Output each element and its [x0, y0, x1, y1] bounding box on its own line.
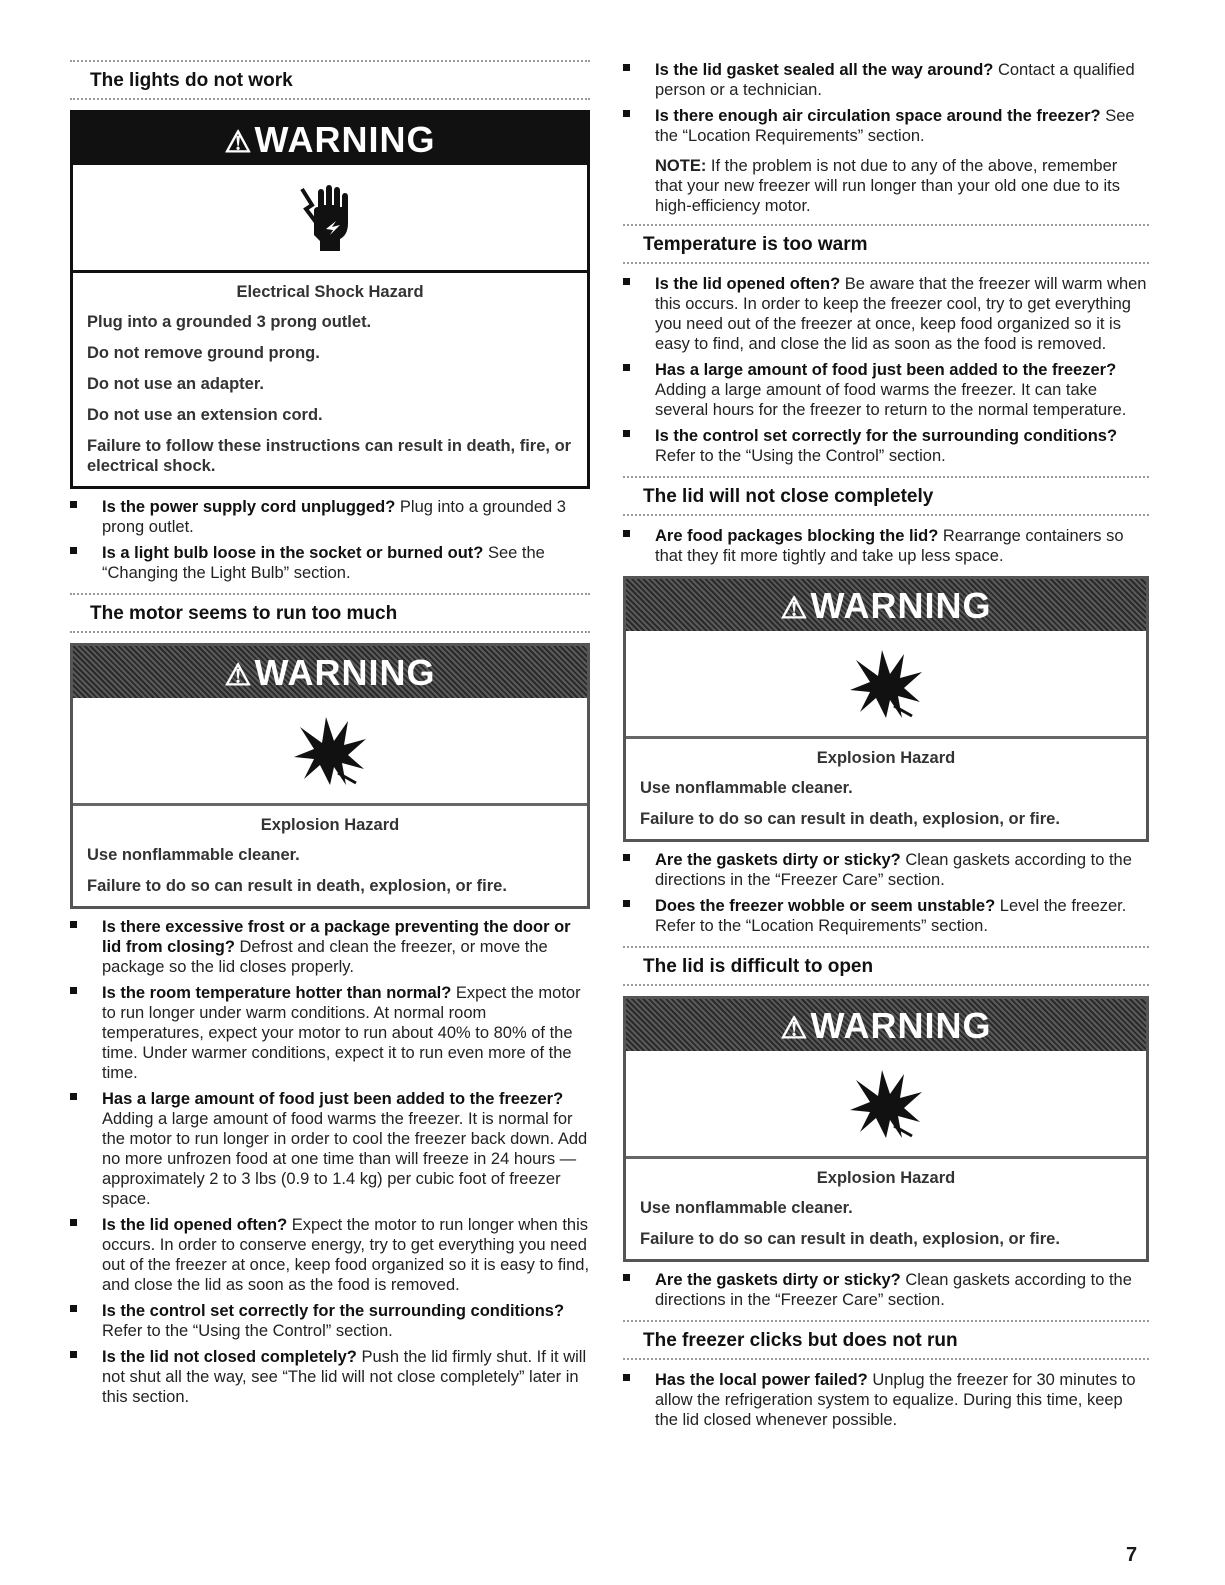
warning-line: Do not use an extension cord. — [87, 406, 323, 424]
bullet-icon — [70, 921, 77, 928]
list-item: Has a large amount of food just been added to the freezer? Adding a large amount of food warms the freezer. It can take several hours for the freezer to return to the normal temperature. — [623, 360, 1149, 420]
troubleshooting-list — [623, 1270, 1149, 1310]
list-item: Has the local power failed? Unplug the freezer for 30 minutes to allow the refrigeration system to equalize. During this time, keep the lid closed whenever possible. — [623, 1370, 1149, 1430]
warning-triangle-icon: ⚠ — [224, 659, 253, 692]
list-item: Does the freezer wobble or seem unstable? Level the freezer. Refer to the “Location Requirements” section. — [623, 896, 1149, 936]
section-heading: The freezer clicks but does not run — [623, 1320, 1149, 1360]
bullet-icon — [623, 64, 630, 71]
warning-label: WARNING — [254, 652, 436, 693]
warning-triangle-icon: ⚠ — [780, 592, 809, 625]
warning-banner — [626, 579, 1146, 631]
list-item: Is there enough air circulation space around the freezer? See the “Location Requirements” section. — [623, 106, 1149, 146]
warning-line: Plug into a grounded 3 prong outlet. — [87, 313, 372, 331]
bullet-icon — [70, 501, 77, 508]
warning-triangle-icon: ⚠ — [780, 1012, 809, 1045]
section-heading: The motor seems to run too much — [70, 593, 590, 633]
hazard-title: Explosion Hazard — [816, 1169, 956, 1187]
warning-line: Failure to do so can result in death, explosion, or fire. — [640, 810, 1060, 828]
bullet-icon — [70, 1093, 77, 1100]
troubleshooting-list — [623, 274, 1149, 466]
list-item: Is the lid gasket sealed all the way around? Contact a qualified person or a technician. — [623, 60, 1149, 100]
list-item: Are the gaskets dirty or sticky? Clean gaskets according to the directions in the “Freezer Care” section. — [623, 1270, 1149, 1310]
right-column — [623, 60, 1149, 1440]
bullet-icon — [623, 1274, 630, 1281]
warning-label: WARNING — [810, 585, 992, 626]
bullet-icon — [623, 110, 630, 117]
troubleshooting-list — [623, 1370, 1149, 1430]
bullet-icon — [70, 1351, 77, 1358]
bullet-icon — [623, 900, 630, 907]
warning-line: Failure to do so can result in death, explosion, or fire. — [640, 1230, 1060, 1248]
note-text: NOTE: If the problem is not due to any of the above, remember that your new freezer will run longer than your old one due to its high-efficiency motor. — [655, 157, 1121, 215]
hazard-title: Explosion Hazard — [816, 749, 956, 767]
bullet-icon — [623, 854, 630, 861]
warning-line: Use nonflammable cleaner. — [640, 779, 853, 797]
hazard-title: Explosion Hazard — [260, 816, 400, 834]
list-item: Is the control set correctly for the surrounding conditions? Refer to the “Using the Control” section. — [623, 426, 1149, 466]
list-item: Are food packages blocking the lid? Rearrange containers so that they fit more tightly and take up less space. — [623, 526, 1149, 566]
troubleshooting-list — [623, 60, 1149, 146]
page-number: 7 — [1126, 1544, 1138, 1566]
explosion-icon — [626, 631, 1146, 739]
warning-label: WARNING — [810, 1005, 992, 1046]
section-heading: The lights do not work — [70, 60, 590, 100]
warning-line: Use nonflammable cleaner. — [87, 846, 300, 864]
electric-shock-icon — [73, 165, 587, 273]
warning-label: WARNING — [254, 119, 436, 160]
bullet-icon — [70, 547, 77, 554]
list-item: Is the lid opened often? Be aware that the freezer will warm when this occurs. In order to keep the freezer cool, try to get everything you need out of the freezer at once, keep food organized so it is easy to find, and close the lid as soon as the food is removed. — [623, 274, 1149, 354]
troubleshooting-list — [70, 917, 590, 1407]
troubleshooting-list — [623, 850, 1149, 936]
warning-box-explosion — [623, 996, 1149, 1262]
section-heading: Temperature is too warm — [623, 224, 1149, 264]
list-item: Is a light bulb loose in the socket or burned out? See the “Changing the Light Bulb” section. — [70, 543, 590, 583]
warning-banner — [626, 999, 1146, 1051]
left-column — [70, 60, 590, 1417]
list-item: Is the lid opened often? Expect the motor to run longer when this occurs. In order to conserve energy, try to get everything you need out of the freezer at once, keep food organized so it is easy to find, and close the lid as soon as the food is removed. — [70, 1215, 590, 1295]
list-item: Is the room temperature hotter than normal? Expect the motor to run longer under warm conditions. At normal room temperatures, expect your motor to run about 40% to 80% of the time. Under warmer conditions, expect it to run even more of the time. — [70, 983, 590, 1083]
explosion-icon — [73, 698, 587, 806]
section-heading: The lid will not close completely — [623, 476, 1149, 516]
warning-triangle-icon: ⚠ — [224, 126, 253, 159]
warning-banner — [73, 646, 587, 698]
warning-line: Failure to follow these instructions can result in death, fire, or electrical shock. — [87, 437, 572, 475]
list-item: Is the power supply cord unplugged? Plug into a grounded 3 prong outlet. — [70, 497, 590, 537]
list-item: Is the lid not closed completely? Push the lid firmly shut. If it will not shut all the way, see “The lid will not close completely” later in this section. — [70, 1347, 590, 1407]
bullet-icon — [623, 278, 630, 285]
warning-banner — [73, 113, 587, 165]
warning-line: Failure to do so can result in death, explosion, or fire. — [87, 877, 507, 895]
warning-line: Do not remove ground prong. — [87, 344, 320, 362]
bullet-icon — [70, 1305, 77, 1312]
warning-box-explosion — [623, 576, 1149, 842]
warning-line: Use nonflammable cleaner. — [640, 1199, 853, 1217]
troubleshooting-list — [623, 526, 1149, 566]
bullet-icon — [70, 987, 77, 994]
bullet-icon — [623, 530, 630, 537]
list-item: Are the gaskets dirty or sticky? Clean gaskets according to the directions in the “Freezer Care” section. — [623, 850, 1149, 890]
section-heading: The lid is difficult to open — [623, 946, 1149, 986]
bullet-icon — [70, 1219, 77, 1226]
explosion-icon — [626, 1051, 1146, 1159]
hazard-title: Electrical Shock Hazard — [236, 283, 424, 301]
warning-line: Do not use an adapter. — [87, 375, 264, 393]
bullet-icon — [623, 1374, 630, 1381]
warning-box-electrical — [70, 110, 590, 489]
bullet-icon — [623, 364, 630, 371]
troubleshooting-list — [70, 497, 590, 583]
list-item: Has a large amount of food just been added to the freezer? Adding a large amount of food warms the freezer. It is normal for the motor to run longer in order to cool the freezer back down. Add no more unfrozen food at one time than will freeze in 24 hours — approximately 2 to 3 lbs (0.9 to 1.4 kg) per cubic foot of freezer space. — [70, 1089, 590, 1209]
bullet-icon — [623, 430, 630, 437]
warning-box-explosion — [70, 643, 590, 909]
list-item: Is there excessive frost or a package preventing the door or lid from closing? Defrost and clean the freezer, or move the package so the lid closes properly. — [70, 917, 590, 977]
list-item: Is the control set correctly for the surrounding conditions? Refer to the “Using the Control” section. — [70, 1301, 590, 1341]
